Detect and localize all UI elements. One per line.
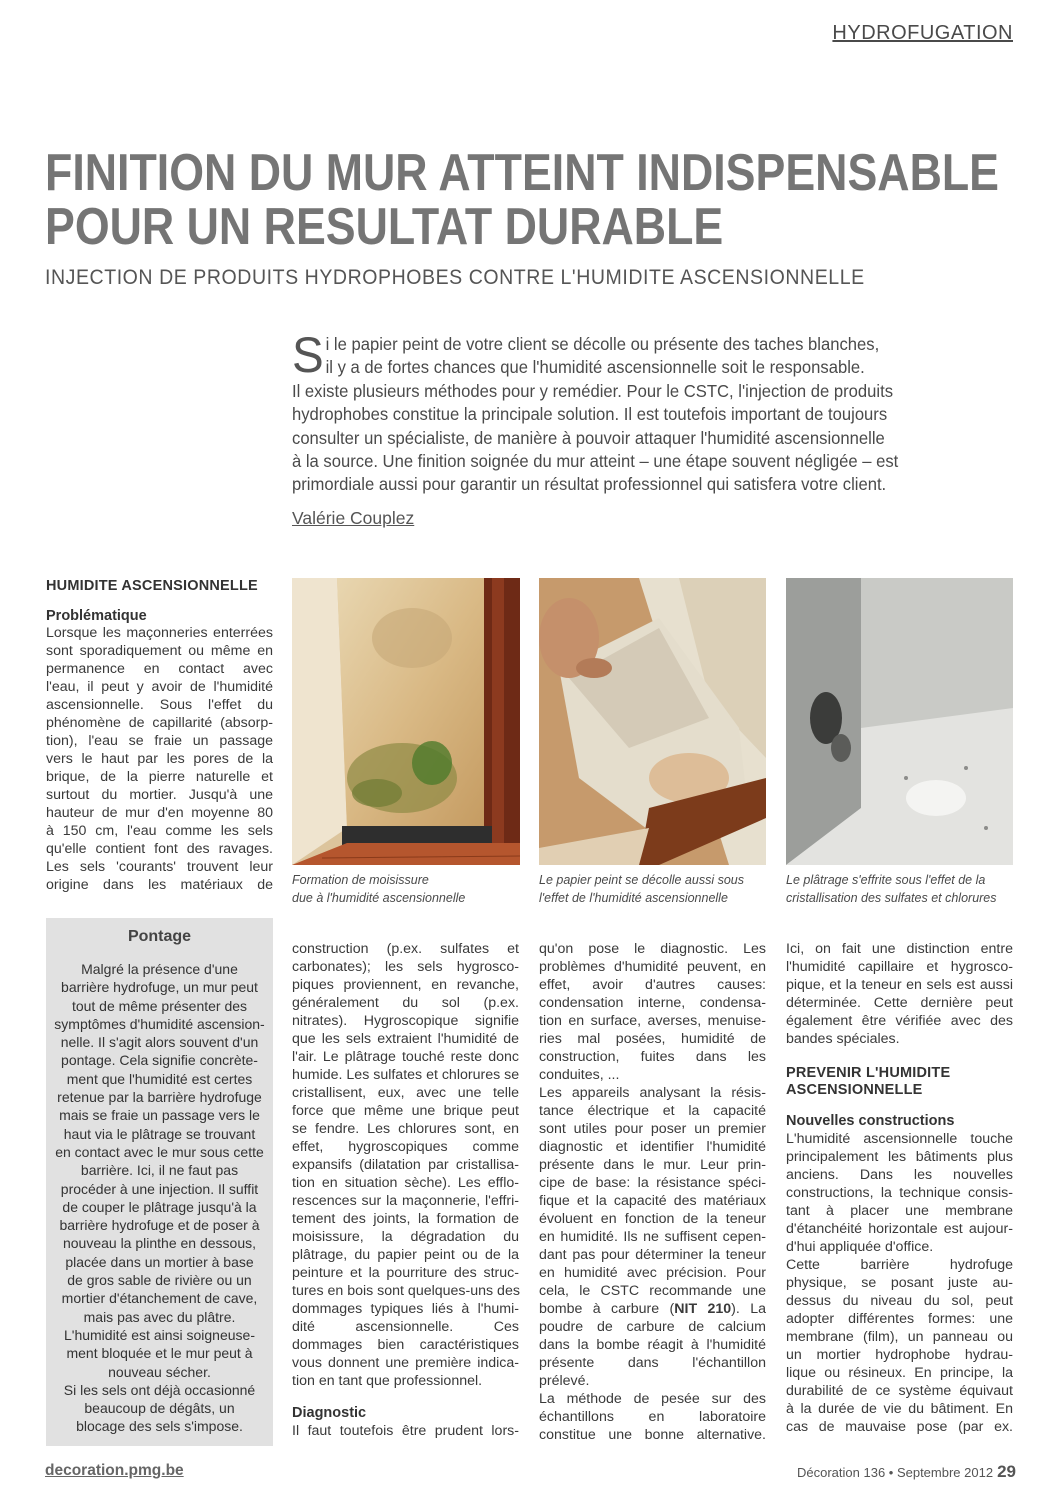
text-line: dant pas pour déterminer la teneur [539,1247,766,1263]
subheading-nouvelles-constructions: Nouvelles constructions [786,1113,955,1129]
text-line: membrane (film), un panneau ou [786,1329,1013,1345]
text-line: dité ascensionnelle. Ces [292,1319,519,1335]
text-line: physique, se posant juste au- [786,1275,1013,1291]
text-line: cela, le CSTC recommande une [539,1283,766,1299]
text-line: d'hui appliquée d'office. [786,1239,934,1255]
text-line: échantillons en laboratoire [539,1409,766,1425]
text-line: carbonates); les sels hygrosco- [292,959,519,975]
text-line: un mortier hydrophobe hydrau- [786,1347,1013,1363]
section-heading-line: PREVENIR L'HUMIDITE [786,1065,951,1081]
text-line: condensation interne, condensa- [539,995,766,1011]
text-line: permanence en contact avec [46,661,273,677]
text-line: expansifs (dilatation par cristallisa- [292,1157,519,1173]
nit-post: ). La [731,1301,767,1317]
caption-line: Le papier peint se décolle aussi sous [539,873,744,887]
text-line: cipe de base: la résistance spéci- [539,1175,766,1191]
text-line: L'humidité ascensionnelle touche [786,1131,1013,1147]
sidebar-line: placée dans un mortier à base [65,1253,254,1270]
text-line: Il faut toutefois être prudent lors- [292,1423,519,1439]
sidebar-line: mais se fraie un passage vers le [59,1107,260,1124]
text-line: tion en situation sèche). Les efflo- [292,1175,519,1191]
photo-mould-wall [292,578,520,865]
sidebar-line: barrière. Ici, il ne faut pas [80,1162,239,1179]
text-line: dommages bien caractéristiques [292,1337,519,1353]
text-line: constructions, la technique consis- [786,1185,1013,1201]
text-line: tant à placer une membrane [786,1203,1013,1219]
text-line: en humidité avec précision. Pour [539,1265,766,1281]
text-line: constitue une bonne alternative. [539,1427,766,1443]
text-line: humide. Les sulfates et chlorures se [292,1067,520,1083]
text-line: pique, et la teneur en sels est aussi [786,977,1013,993]
column-2 [292,940,519,1440]
text-line: qu'elle contient font des ravages. [46,841,273,857]
text-line: évoluent en fonction de la teneur [539,1211,766,1227]
sidebar-line: blocage des sels s'impose. [76,1418,243,1435]
drop-cap: S [292,327,324,383]
text-line: force que même une brique peut [292,1103,519,1119]
text-line: diagnostic et identifier l'humidité [539,1139,766,1155]
intro-line: hydrophobes constitue la principale solution. Il est toutefois important de toujours [292,404,888,425]
intro-line: il y a de fortes chances que l'humidité ascensionnelle soit le responsable. [325,357,865,378]
sidebar-line: tout de même présenter des [71,997,248,1014]
sidebar-line: retenue par la barrière hydrofuge [57,1089,262,1106]
text-line: Les sels 'courants' trouvent leur [46,859,273,875]
sidebar-line: beaucoup de dégâts, un [84,1400,235,1417]
article-title [45,144,1000,256]
sidebar-line: ment que l'humidité est certes [66,1070,253,1087]
nit-pre: bombe à carbure ( [539,1301,675,1317]
text-line-nit [539,1300,766,1318]
text-line: ascensionnelle. Sous l'effet du [46,697,273,713]
photo-caption-2 [539,871,766,907]
text-line: l'humidité capillaire et hygrosco- [786,959,1013,975]
section-heading: HUMIDITE ASCENSIONNELLE [46,578,258,594]
text-line: sont sporadiquement ou même en [46,643,273,659]
title-line-2: POUR UN RESULTAT DURABLE [45,198,724,256]
intro-line: à la source. Une finition soignée du mur atteint – une étape souvent négligée – est [292,451,899,472]
sidebar-line: nouveau la plinthe en dessous, [62,1235,257,1252]
section-heading-line: ASCENSIONNELLE [786,1082,923,1098]
text-line: à la durée de vie du bâtiment. En [786,1401,1013,1417]
text-line: également être vérifiée avec des [786,1013,1013,1029]
text-line: brique, de la pierre naturelle et [46,769,273,785]
text-line: tion en tant que professionnel. [292,1373,483,1389]
text-line: origine dans les matériaux de [46,877,273,893]
section-rubric: HYDROFUGATION [832,22,1013,44]
text-line: moisissure, la dégradation du [292,1229,519,1245]
text-line: bandes spéciales. [786,1031,900,1047]
text-line: l'air. Le plâtrage touché reste donc [292,1049,519,1065]
text-line: dans la bombe réagit à l'humidité [539,1337,766,1353]
column-3 [539,940,766,1444]
text-line: tion en surface, averses, menuise- [539,1013,766,1029]
text-line: effet, avoir d'autres causes: [539,977,766,993]
text-line: construction (p.ex. sulfates et [292,941,519,957]
sidebar-line: symptômes d'humidité ascension- [54,1015,265,1032]
text-line: cas de mauvaise pose (par ex. [786,1419,1013,1435]
article-subtitle: INJECTION DE PRODUITS HYDROPHOBES CONTRE L'HUMIDITE ASCENSIONNELLE [45,266,865,289]
text-line: déterminée. Cette dernière peut [786,995,1013,1011]
subheading-problematique: Problématique [46,608,147,624]
text-line: nitrates). Hygroscopique signifie [292,1013,519,1029]
photo-crumbling-plaster [786,578,1013,865]
author-link[interactable]: Valérie Couplez [292,508,415,528]
text-line: principalement les bâtiments plus [786,1149,1013,1165]
text-line: Les appareils analysant la résis- [539,1085,766,1101]
photo-caption-3 [786,871,1013,907]
text-line: La méthode de pesée sur des [539,1391,766,1407]
caption-line: Le plâtrage s'effrite sous l'effet de la [786,873,986,887]
text-line: l'eau, il peut y avoir de l'humidité [46,679,273,695]
column-1 [46,578,273,894]
text-line: tion), l'eau se fraie un passage [46,733,273,749]
sidebar-line: ment bloquée et le mur peut à [66,1345,253,1362]
intro-line: consulter un spécialiste, de manière à pouvoir attaquer l'humidité ascensionnelle [292,427,885,448]
column-4 [786,940,1013,1436]
text-line: rescences sur la maçonnerie, l'effri- [292,1193,519,1209]
text-line: généralement du sol (p.ex. [292,995,519,1011]
page-number: 29 [997,1462,1016,1481]
sidebar-line: haut via le plâtrage se trouvant [63,1125,256,1142]
text-line: sont utiles pour poser un premier [539,1121,766,1137]
text-line: effet, hygroscopiques comme [292,1139,519,1155]
text-line: tement des joints, la formation de [292,1211,519,1227]
text-line: adopter différentes formes: une [786,1311,1013,1327]
sidebar-line: nouveau sécher. [108,1363,211,1380]
column-1-text [46,624,273,894]
issue-info: Décoration 136 • Septembre 2012 [797,1465,994,1480]
footer-site-link[interactable]: decoration.pmg.be [45,1462,184,1479]
text-line: dommages typiques liés à l'humi- [292,1301,519,1317]
sidebar-line: Malgré la présence d'une [81,961,238,977]
sidebar-line: mais pas avec du plâtre. [83,1308,236,1325]
text-line: à 150 cm, l'eau comme les sels [46,823,273,839]
nit-reference: NIT 210 [674,1301,732,1317]
text-line: plâtrage, du papier peint ou de la [292,1247,519,1263]
title-line-1: FINITION DU MUR ATTEINT INDISPENSABLE [45,144,1000,202]
sidebar-line: barrière hydrofuge et de poser à [59,1217,260,1234]
intro-paragraph [292,327,910,497]
photo-peeling-wallpaper [539,578,766,865]
sidebar-line: barrière hydrofuge, un mur peut [61,979,258,996]
intro-line: i le papier peint de votre client se décolle ou présente des taches blanches, [325,334,880,354]
text-line: vers le haut par les pores de la [46,751,273,767]
caption-line: Formation de moisissure [292,873,429,887]
text-line: construction, fuites dans les [539,1049,766,1065]
sidebar-line: nelle. Il s'agit alors souvent d'un [60,1034,259,1051]
text-line: d'étanchéité horizontale est aujour- [786,1221,1013,1237]
text-line: vous donnent une première indica- [292,1355,519,1371]
text-line: poudre de carbure de calcium [539,1319,766,1335]
text-line: fique et la capacité des matériaux [539,1193,766,1209]
intro-line: Il existe plusieurs méthodes pour y remédier. Pour le CSTC, l'injection de produits [292,380,894,401]
text-line: se fendre. Les chlorures sont, en [292,1121,519,1137]
subheading-diagnostic: Diagnostic [292,1405,367,1421]
text-line: tance électrique et la capacité [539,1103,766,1119]
sidebar-line: procéder à une injection. Il suffit [60,1180,259,1197]
caption-line: l'effet de l'humidité ascensionnelle [539,891,728,905]
text-line: phénomène de capillarité (absorp- [46,715,273,731]
text-line: durabilité de ce système équivaut [786,1383,1013,1399]
sidebar-line: de gros sable de rivière ou un [67,1272,252,1289]
text-line: en humidité. Ils ne suffisent cepen- [539,1229,766,1245]
text-line: tures en bois sont quelques-uns des [292,1283,520,1299]
sidebar-line: de couper le plâtrage jusqu'à la [62,1198,257,1215]
text-line: présente dans l'échantillon [539,1355,766,1371]
text-line: ries mal posées, humidité de [539,1031,766,1047]
section-heading-prevenir [786,1065,1013,1099]
text-line: piques proviennent, en revanche, [292,977,519,993]
text-line: anciens. Dans les nouvelles [786,1167,1013,1183]
photo-caption-1 [292,871,520,907]
intro-line: primordiale aussi pour garantir un résultat professionnel qui satisfera votre client. [292,474,887,495]
sidebar-line: en contact avec le mur sous cette [55,1143,264,1160]
text-line: surtout du mortier. Jusqu'à une [46,787,273,803]
sidebar-body [52,960,267,1436]
sidebar-line: L'humidité est ainsi soigneuse- [63,1326,255,1343]
text-line: Ici, on fait une distinction entre [786,941,1013,957]
sidebar-box-pontage [46,918,273,1446]
text-line: Cette barrière hydrofuge [786,1257,1013,1273]
text-line: prélevé. [539,1373,590,1389]
text-line: que les sels extraient l'humidité de [292,1031,519,1047]
caption-line: due à l'humidité ascensionnelle [292,891,466,905]
sidebar-line: Si les sels ont déjà occasionné [63,1381,256,1398]
caption-line: cristallisation des sulfates et chlorures [786,891,997,905]
text-line: lique ou résineux. En principe, la [786,1365,1013,1381]
footer-issue [797,1462,1016,1482]
text-line: qu'on pose le diagnostic. Les [539,941,766,957]
text-line: Lorsque les maçonneries enterrées [46,625,273,641]
text-line: présente dans le mur. Leur prin- [539,1157,766,1173]
text-line: hauteur de mur d'en moyenne 80 [46,805,273,821]
text-line: dessus du niveau du sol, peut [786,1293,1013,1309]
sidebar-line: pontage. Cela signifie concrète- [61,1052,258,1069]
text-line: problèmes d'humidité peuvent, en [539,959,766,975]
text-line: conduites, ... [539,1067,620,1083]
sidebar-line: mortier d'étanchement de cave, [61,1290,258,1307]
sidebar-title: Pontage [127,928,192,945]
text-line: peinture et la pourriture des struc- [292,1265,519,1281]
text-line: cristallisent, eux, avec une telle [292,1085,519,1101]
